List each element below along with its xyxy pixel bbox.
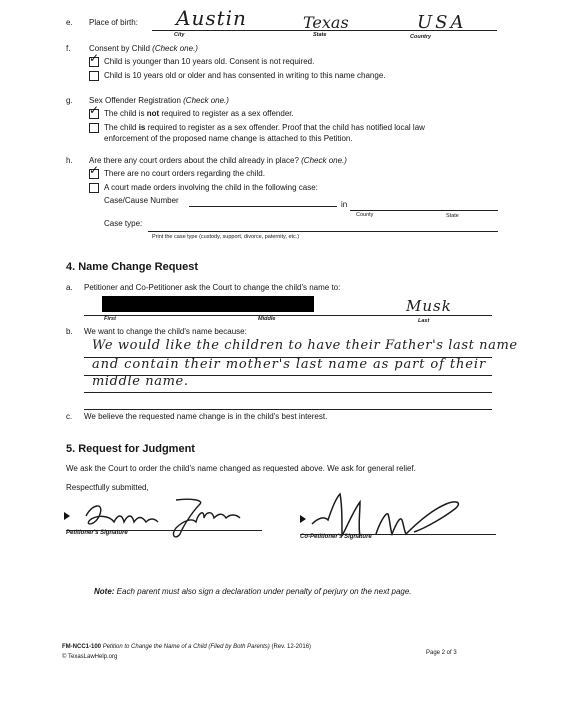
consent-heading — [89, 44, 198, 53]
redacted-first-middle-name — [102, 296, 314, 312]
country-caption: Country — [410, 34, 432, 40]
consent-option-1-checkbox[interactable] — [89, 51, 100, 67]
consent-option-1-label: Child is younger than 10 years old. Consent is not required. — [104, 57, 315, 66]
new-name-instruction: Petitioner and Co-Petitioner ask the Court to change the child's name to: — [84, 283, 341, 292]
registration-label: Sex Offender Registration — [89, 96, 181, 105]
court-orders-heading — [89, 156, 347, 165]
note-label: Note: — [94, 587, 115, 596]
reason-rule-4 — [84, 409, 492, 410]
form-title: Petition to Change the Name of a Child (Filed by Both Parents) — [102, 644, 270, 650]
county-caption: County — [356, 212, 374, 218]
middle-caption: Middle — [258, 316, 276, 322]
note-text: Each parent must also sign a declaration under penalty of perjury on the next page. — [114, 587, 412, 596]
judgment-heading: 5. Request for Judgment — [66, 443, 195, 455]
court-orders-option-2-label: A court made orders involving the child in the following case: — [104, 183, 318, 192]
name-change-heading: 4. Name Change Request — [66, 261, 199, 273]
court-orders-option-1-checkbox[interactable] — [89, 163, 100, 179]
reason-line-2: and contain their mother's last name as part of their — [92, 357, 487, 372]
case-county-state-field[interactable] — [350, 210, 498, 211]
registration-option-2-checkbox[interactable] — [89, 123, 99, 133]
check-mark-icon: ✓ — [89, 103, 100, 117]
item-letter-h: h. — [66, 156, 73, 165]
check-mark-icon: ✓ — [89, 163, 100, 177]
item-letter-4b: b. — [66, 327, 73, 336]
petitioner-signature-label: Petitioner's Signature — [66, 530, 128, 536]
registration-option-2-line-2: enforcement of the proposed name change is attached to this Petition. — [104, 134, 353, 143]
case-type-label: Case type: — [104, 219, 143, 228]
court-orders-option-2-checkbox[interactable] — [89, 183, 99, 193]
case-state-caption: State — [446, 213, 459, 219]
registration-option-2-label — [104, 123, 425, 132]
copyright-text: © TexasLawHelp.org — [62, 654, 118, 660]
new-last-name-value: Musk — [406, 297, 452, 315]
registration-option-1-text-a: The child is — [104, 109, 147, 118]
registration-option-2-emphasis: is — [138, 123, 146, 132]
court-orders-question: Are there any court orders about the child already in place? — [89, 156, 299, 165]
case-number-label: Case/Cause Number — [104, 196, 179, 205]
form-revision: (Rev. 12-2016) — [271, 644, 312, 650]
form-id-line — [62, 644, 311, 650]
item-letter-e: e. — [66, 18, 73, 27]
respectfully-submitted: Respectfully submitted, — [66, 483, 149, 492]
case-in-label: in — [341, 200, 348, 209]
consent-label: Consent by Child — [89, 44, 150, 53]
consent-hint: (Check one.) — [152, 44, 198, 53]
court-orders-hint: (Check one.) — [301, 156, 347, 165]
item-letter-g: g. — [66, 96, 73, 105]
declaration-note — [94, 587, 412, 596]
birth-state-value: Texas — [303, 13, 349, 32]
first-caption: First — [104, 316, 116, 322]
state-caption: State — [313, 32, 327, 38]
item-letter-4c: c. — [66, 412, 73, 421]
city-caption: City — [174, 32, 185, 38]
court-orders-option-1-label: There are no court orders regarding the child. — [104, 169, 265, 178]
place-of-birth-label: Place of birth: — [89, 18, 138, 27]
page-number: Page 2 of 3 — [426, 650, 457, 656]
case-type-caption: Print the case type (custody, support, divorce, paternity, etc.) — [152, 234, 300, 240]
item-letter-4a: a. — [66, 283, 73, 292]
registration-option-2-text-a: The child — [104, 123, 139, 132]
consent-option-2-checkbox[interactable] — [89, 71, 99, 81]
registration-heading — [89, 96, 229, 105]
registration-option-1-emphasis: not — [146, 109, 160, 118]
reason-rule-3 — [84, 392, 492, 393]
judgment-request-text: We ask the Court to order the child's name changed as requested above. We ask for general relief. — [66, 464, 416, 473]
reason-prompt: We want to change the child's name because: — [84, 327, 247, 336]
sign-here-arrow-icon — [64, 512, 70, 520]
reason-line-1: We would like the children to have their Father's last name — [92, 338, 518, 353]
item-letter-f: f. — [66, 44, 71, 53]
birth-city-value: Austin — [176, 6, 247, 30]
copetitioner-signature-label: Co-Petitioner's Signature — [300, 534, 372, 540]
registration-option-1-checkbox[interactable] — [89, 103, 100, 119]
last-caption: Last — [418, 318, 430, 324]
check-mark-icon: ✓ — [89, 51, 100, 65]
registration-option-2-text-c: required to register as a sex offender. Proof that the child has notified local law — [145, 123, 425, 132]
registration-option-1-label — [104, 109, 294, 118]
case-number-field[interactable] — [189, 206, 337, 207]
new-name-line — [84, 315, 492, 316]
reason-line-3: middle name. — [92, 374, 189, 389]
form-id: FM-NCC1-100 — [62, 644, 102, 650]
best-interest-statement: We believe the requested name change is in the child's best interest. — [84, 412, 328, 421]
registration-option-1-text-c: required to register as a sex offender. — [159, 109, 294, 118]
birth-country-value: USA — [417, 12, 467, 33]
registration-hint: (Check one.) — [183, 96, 229, 105]
consent-option-2-label: Child is 10 years old or older and has consented in writing to this name change. — [104, 71, 386, 80]
case-type-field[interactable] — [148, 231, 498, 232]
